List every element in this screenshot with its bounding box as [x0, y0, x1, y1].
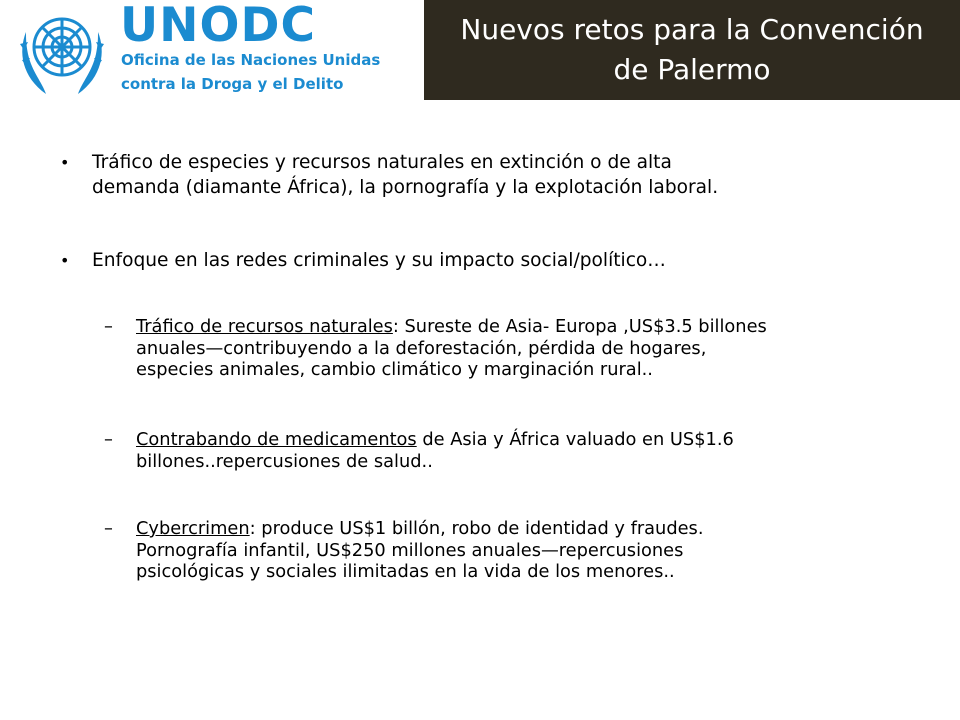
subitem-text: : Sureste de Asia- Europa ,US$3.5 billones	[392, 316, 767, 337]
un-emblem-icon	[12, 2, 112, 102]
subitem-text-line: Pornografía infantil, US$250 millones anuales—repercusiones	[136, 539, 684, 561]
title-banner	[424, 0, 960, 100]
bullet-item-2	[60, 248, 912, 273]
bullet-text-line: Enfoque en las redes criminales y su impacto social/político…	[92, 250, 666, 271]
bullet-item-1	[60, 150, 912, 200]
subitem-text-line: psicológicas y sociales ilimitadas en la vida de los menores..	[136, 561, 675, 582]
slide-title	[424, 10, 960, 90]
subitem-text: : produce US$1 billón, robo de identidad y fraudes.	[249, 518, 704, 539]
bullet-marker: •	[60, 251, 70, 270]
slide-title-line-2: de Palermo	[613, 53, 771, 86]
logo-tagline-2: contra la Droga y el Delito	[121, 75, 344, 93]
subitem-heading: Contrabando de medicamentos	[136, 429, 417, 450]
subitem-text-line: billones..repercusiones de salud..	[136, 450, 433, 472]
bullet-text-line: Tráfico de especies y recursos naturales en extinción o de alta	[92, 152, 672, 173]
subitem-text-line: anuales—contribuyendo a la deforestación, pérdida de hogares,	[136, 337, 707, 359]
bullet-text-line: demanda (diamante África), la pornografía y la explotación laboral.	[92, 177, 719, 198]
slide-title-line-1: Nuevos retos para la Convención	[460, 13, 924, 46]
subitem-text: de Asia y África valuado en US$1.6	[416, 429, 734, 450]
subitem-heading: Cybercrimen	[136, 518, 250, 539]
subitem-1	[104, 316, 916, 381]
logo-wordmark: UNODC	[120, 0, 316, 53]
bullet-marker: •	[60, 153, 70, 172]
subitem-3	[104, 518, 916, 583]
logo-tagline-1: Oficina de las Naciones Unidas	[121, 51, 381, 69]
subitem-2	[104, 429, 916, 472]
subitem-text-line: especies animales, cambio climático y marginación rural..	[136, 359, 653, 380]
subitem-marker: –	[104, 518, 113, 539]
subitem-heading: Tráfico de recursos naturales	[136, 316, 393, 337]
subitem-marker: –	[104, 429, 113, 450]
subitem-marker: –	[104, 316, 113, 337]
